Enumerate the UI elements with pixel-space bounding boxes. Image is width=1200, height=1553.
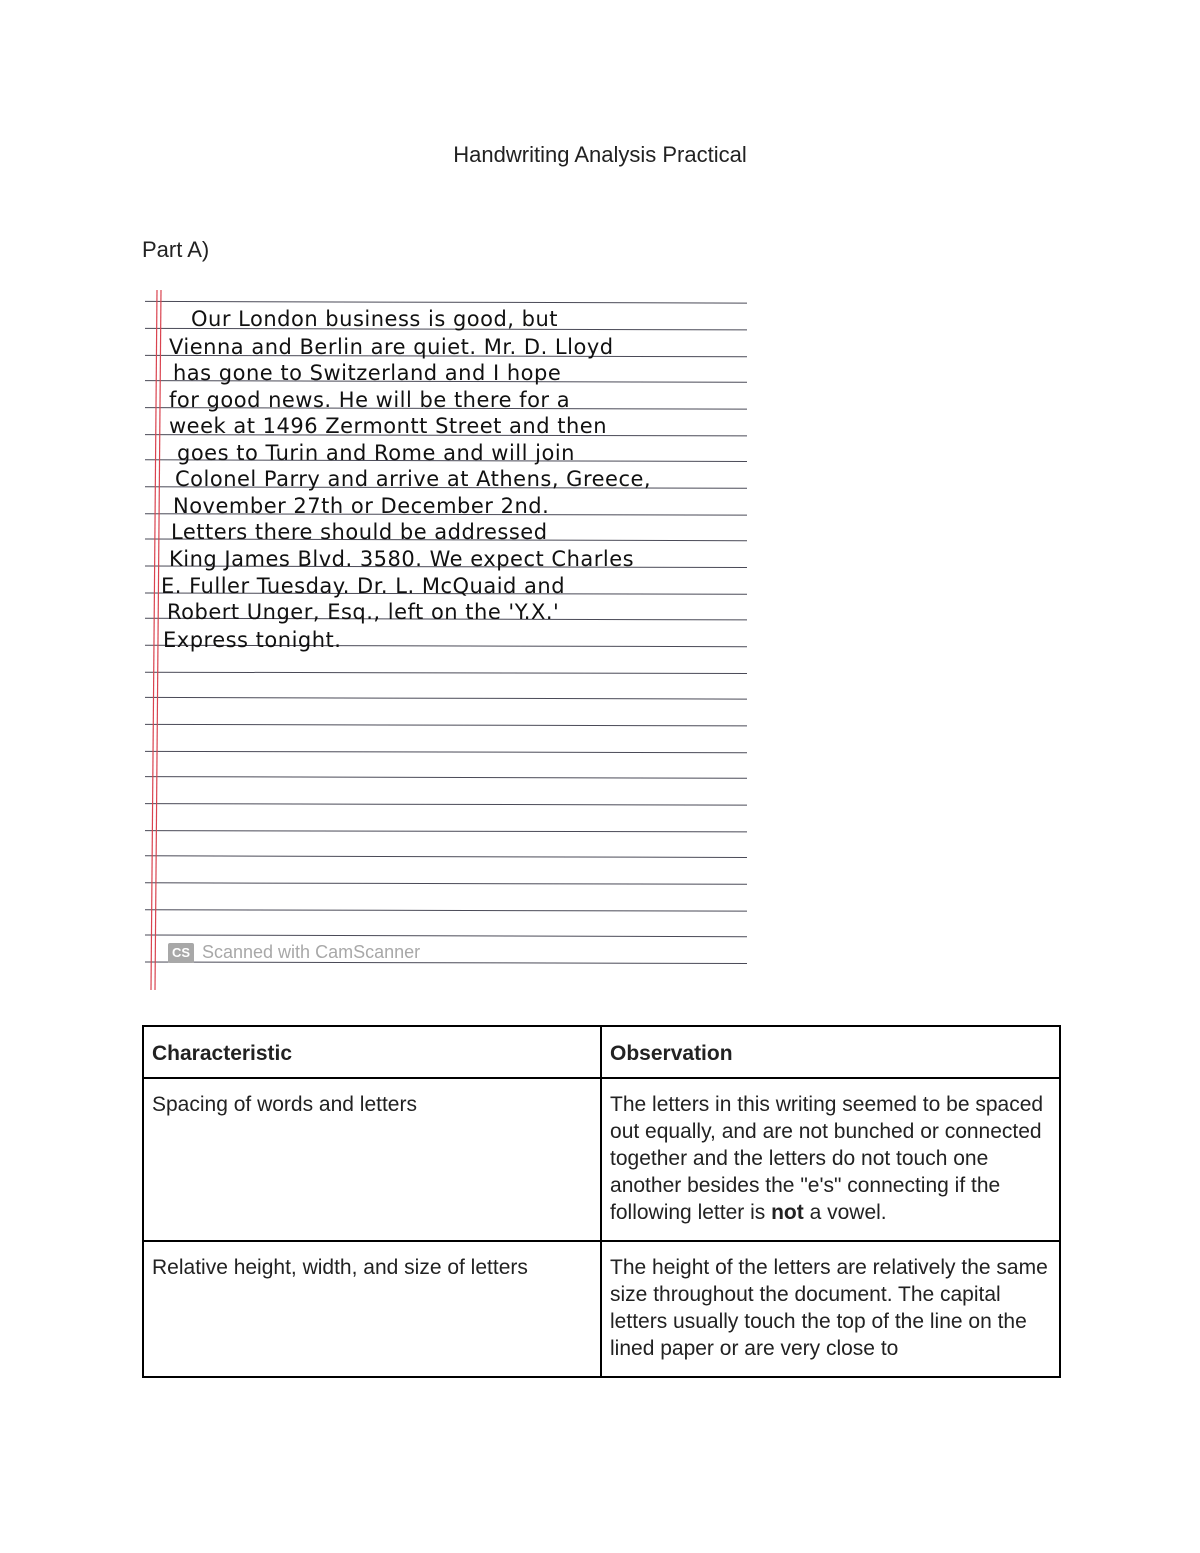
ruled-line bbox=[145, 777, 747, 779]
handwriting-line: has gone to Switzerland and I hope bbox=[173, 361, 562, 385]
part-label: Part A) bbox=[142, 237, 210, 262]
table-row bbox=[143, 1241, 1060, 1377]
handwriting-line: for good news. He will be there for a bbox=[169, 388, 571, 412]
handwriting-line: goes to Turin and Rome and will join bbox=[177, 441, 575, 465]
ruled-line bbox=[145, 831, 747, 832]
column-header-observation: Observation bbox=[601, 1026, 1060, 1078]
ruled-line bbox=[145, 935, 747, 937]
handwriting-line: Vienna and Berlin are quiet. Mr. D. Lloyd bbox=[169, 335, 614, 359]
ruled-line bbox=[145, 724, 747, 726]
analysis-table bbox=[142, 1025, 1061, 1378]
ruled-line bbox=[145, 910, 747, 911]
ruled-line bbox=[145, 804, 747, 806]
observation-cell bbox=[601, 1078, 1060, 1241]
ruled-line bbox=[145, 301, 747, 303]
ruled-line bbox=[145, 751, 747, 752]
observation-cell: The height of the letters are relatively the same size throughout the document. The capital letters usually touch the top of the line on the lined paper or are very close to bbox=[601, 1241, 1060, 1377]
ruled-line bbox=[145, 856, 747, 858]
characteristic-cell: Relative height, width, and size of letters bbox=[143, 1241, 601, 1377]
handwriting-line: Robert Unger, Esq., left on the 'Y.X.' bbox=[167, 600, 560, 624]
camscanner-logo-icon: CS bbox=[168, 943, 194, 963]
table-header-row bbox=[143, 1026, 1060, 1078]
observation-text: The letters in this writing seemed to be spaced out equally, and are not bunched or connected together and the letters do not touch one another besides the "e's" connecting if the following letter is bbox=[610, 1093, 1044, 1224]
handwriting-line: Letters there should be addressed bbox=[171, 520, 548, 544]
handwriting-sample-scan bbox=[143, 290, 748, 990]
handwriting-line: King James Blvd. 3580. We expect Charles bbox=[169, 547, 635, 571]
table-row bbox=[143, 1078, 1060, 1241]
camscanner-watermark bbox=[168, 942, 420, 963]
handwriting-line: Our London business is good, but bbox=[191, 307, 559, 331]
observation-emphasis: not bbox=[771, 1201, 804, 1224]
handwriting-line: November 27th or December 2nd. bbox=[173, 494, 550, 518]
watermark-text: Scanned with CamScanner bbox=[202, 942, 421, 962]
handwriting-line: E. Fuller Tuesday. Dr. L. McQuaid and bbox=[161, 574, 566, 598]
ruled-line bbox=[145, 883, 747, 885]
handwriting-line: Express tonight. bbox=[163, 628, 342, 652]
ruled-line bbox=[145, 672, 747, 673]
characteristic-cell: Spacing of words and letters bbox=[143, 1078, 601, 1241]
handwriting-line: Colonel Parry and arrive at Athens, Greece, bbox=[175, 467, 652, 491]
handwriting-line: week at 1496 Zermontt Street and then bbox=[169, 414, 608, 438]
document-title: Handwriting Analysis Practical bbox=[453, 142, 747, 167]
column-header-characteristic: Characteristic bbox=[143, 1026, 601, 1078]
ruled-line bbox=[145, 697, 747, 699]
observation-text-end: a vowel. bbox=[803, 1201, 887, 1224]
